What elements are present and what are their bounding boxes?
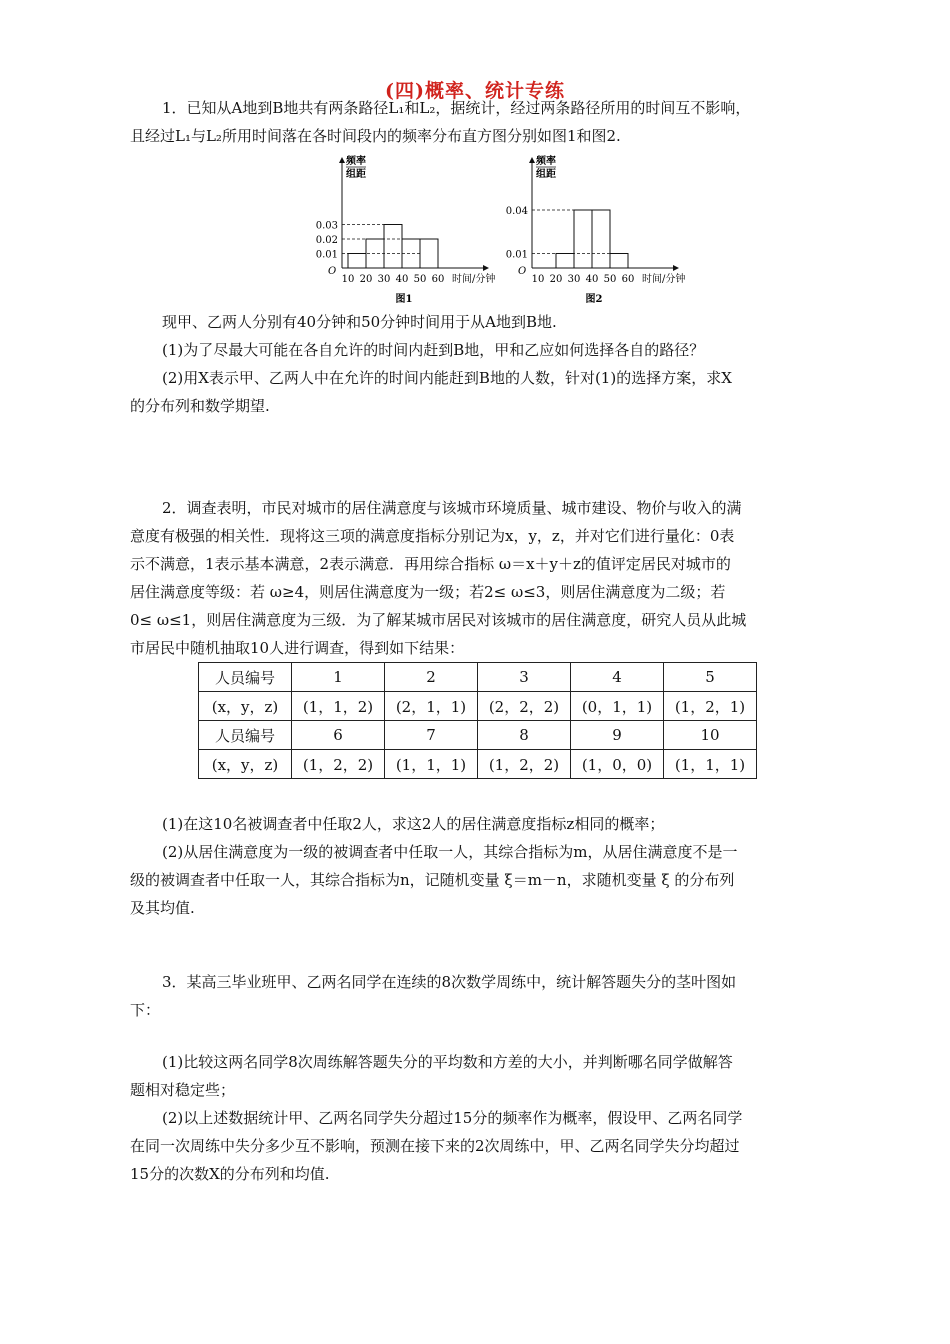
x-axis-label: 时间/分钟 [452, 274, 496, 285]
q1-line-1: 1．已知从A地到B地共有两条路径L₁和L₂，据统计，经过两条路径所用的时间互不影响， [162, 99, 751, 117]
q1-part-2: (2)用X表示甲、乙两人中在允许的时间内能赶到B地的人数，针对(1)的选择方案，求X [162, 369, 732, 387]
histogram-bar [384, 225, 402, 269]
question-1-intro [130, 94, 820, 150]
x-tick-label: 40 [585, 274, 599, 285]
q3-part-2: (2)以上述数据统计甲、乙两名同学失分超过15分的频率作为概率，假设甲、乙两名同学 [162, 1109, 743, 1127]
q3-line-2: 下： [130, 1001, 161, 1019]
x-tick-label: 60 [621, 274, 635, 285]
table-row [199, 692, 757, 721]
q1-part-1: (1)为了尽最大可能在各自允许的时间内赶到B地，甲和乙应如何选择各自的路径？ [162, 341, 705, 359]
y-axis-label: 组距 [536, 169, 556, 180]
table-cell: 8 [478, 721, 571, 750]
origin-label: O [328, 266, 337, 277]
q2-line-3: 示不满意，1表示基本满意，2表示满意．再用综合指标 ω＝x＋y＋z的值评定居民对城市的 [130, 555, 731, 573]
histogram-bar [592, 210, 610, 268]
histogram-figures [300, 150, 720, 310]
x-tick-label: 50 [413, 274, 427, 285]
question-2-body [130, 810, 820, 922]
question-2-intro [130, 494, 820, 662]
table-cell: (1，2，1) [664, 692, 757, 721]
y-axis-label: 组距 [346, 169, 366, 180]
table-cell: 9 [571, 721, 664, 750]
table-cell: 1 [292, 663, 385, 692]
q3-part-1-cont: 题相对稳定些； [130, 1081, 236, 1099]
histogram-bar [610, 254, 628, 269]
x-tick-label: 40 [395, 274, 409, 285]
q2-part-2: (2)从居住满意度为一级的被调查者中任取一人，其综合指标为m，从居住满意度不是一 [162, 843, 738, 861]
q3-part-2-cont-1: 在同一次周练中失分多少互不影响，预测在接下来的2次周练中，甲、乙两名同学失分均超过 [130, 1137, 740, 1155]
table-cell: 10 [664, 721, 757, 750]
x-tick-label: 10 [531, 274, 545, 285]
q3-part-2-cont-2: 15分的次数X的分布列和均值. [130, 1165, 330, 1183]
origin-label: O [518, 266, 527, 277]
table-head-cell: 人员编号 [199, 721, 292, 750]
x-tick-label: 20 [549, 274, 563, 285]
y-tick-label: 0.02 [315, 235, 338, 246]
q3-line-1: 3．某高三毕业班甲、乙两名同学在连续的8次数学周练中，统计解答题失分的茎叶图如 [162, 973, 737, 991]
table-cell: (1，0，0) [571, 750, 664, 779]
table-cell: 3 [478, 663, 571, 692]
table-row [199, 663, 757, 692]
q3-part-1: (1)比较这两名同学8次周练解答题失分的平均数和方差的大小，并判断哪名同学做解答 [162, 1053, 733, 1071]
q1-after-line-1: 现甲、乙两人分别有40分钟和50分钟时间用于从A地到B地. [162, 313, 557, 331]
table-head-cell: 人员编号 [199, 663, 292, 692]
table-cell: (2，2，2) [478, 692, 571, 721]
table-cell: (1，2，2) [478, 750, 571, 779]
table-cell: (0，1，1) [571, 692, 664, 721]
table-cell: (1，2，2) [292, 750, 385, 779]
question-3-intro [130, 968, 820, 1024]
page-title: (四)概率、统计专练 [385, 80, 565, 102]
figure-caption: 图1 [395, 294, 413, 305]
table-cell: (1，1，1) [664, 750, 757, 779]
q2-line-1: 2．调查表明，市民对城市的居住满意度与该城市环境质量、城市建设、物价与收入的满 [162, 499, 742, 517]
q2-line-4: 居住满意度等级：若 ω≥4，则居住满意度为一级；若2≤ ω≤3，则居住满意度为二级；若 [130, 583, 726, 601]
x-tick-label: 20 [359, 274, 373, 285]
table-cell: (2，1，1) [385, 692, 478, 721]
x-tick-label: 60 [431, 274, 445, 285]
x-tick-label: 30 [567, 274, 581, 285]
q1-part-2-cont: 的分布列和数学期望. [130, 397, 270, 415]
x-tick-label: 30 [377, 274, 391, 285]
q2-part-2-cont-1: 级的被调查者中任取一人，其综合指标为n，记随机变量 ξ＝m－n，求随机变量 ξ 的分布列 [130, 871, 735, 889]
histogram-bar [348, 254, 366, 269]
x-tick-label: 50 [603, 274, 617, 285]
histogram-bar [574, 210, 592, 268]
y-tick-label: 0.04 [505, 206, 528, 217]
table-head-cell: (x，y，z) [199, 692, 292, 721]
table-head-cell: (x，y，z) [199, 750, 292, 779]
y-tick-label: 0.01 [505, 249, 528, 261]
table-cell: (1，1，1) [385, 750, 478, 779]
q1-line-2: 且经过L₁与L₂所用时间落在各时间段内的频率分布直方图分别如图1和图2. [130, 127, 621, 145]
table-cell: 7 [385, 721, 478, 750]
histogram-bar [556, 254, 574, 269]
table-cell: (1，1，2) [292, 692, 385, 721]
table-row [199, 721, 757, 750]
histogram-bar [420, 239, 438, 268]
table-cell: 4 [571, 663, 664, 692]
y-tick-label: 0.01 [315, 249, 338, 261]
q2-line-5: 0≤ ω≤1，则居住满意度为三级．为了解某城市居民对该城市的居住满意度，研究人员从此城 [130, 611, 747, 629]
question-1-body [130, 308, 820, 420]
table-cell: 6 [292, 721, 385, 750]
table-cell: 2 [385, 663, 478, 692]
survey-table [198, 662, 757, 779]
figure-caption: 图2 [585, 294, 603, 305]
question-3-body [130, 1048, 820, 1188]
y-tick-label: 0.03 [315, 220, 338, 232]
table-row [199, 750, 757, 779]
y-axis-label: 频率 [346, 156, 366, 167]
q2-line-2: 意度有极强的相关性．现将这三项的满意度指标分别记为x，y，z，并对它们进行量化：0表 [130, 527, 735, 545]
y-axis-label: 频率 [536, 156, 556, 167]
q2-part-1: (1)在这10名被调查者中任取2人，求这2人的居住满意度指标z相同的概率； [162, 815, 665, 833]
table-cell: 5 [664, 663, 757, 692]
q2-part-2-cont-2: 及其均值. [130, 899, 195, 917]
x-axis-label: 时间/分钟 [642, 274, 686, 285]
x-tick-label: 10 [341, 274, 355, 285]
q2-line-6: 市居民中随机抽取10人进行调查，得到如下结果： [130, 639, 465, 657]
